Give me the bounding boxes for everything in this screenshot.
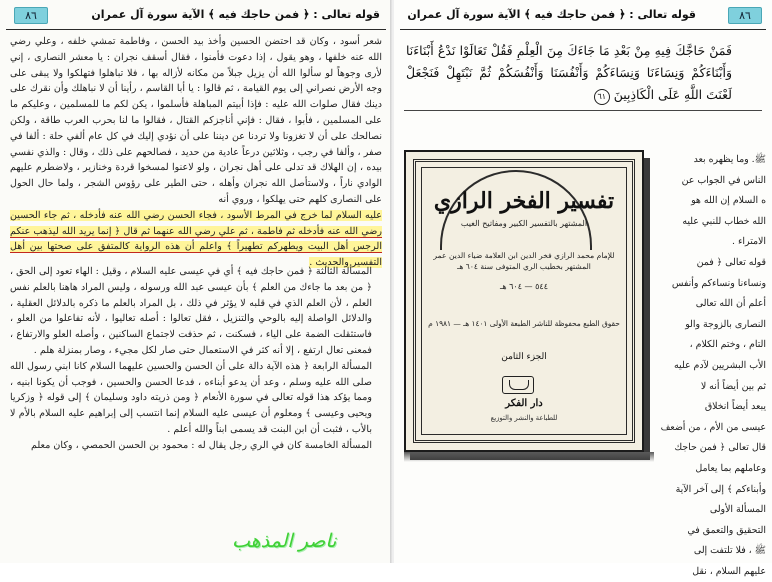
side-line: الله خطاب للنبي عليه — [682, 215, 766, 227]
cover-subtitle: المشتهر بالتفسير الكبير ومفاتيح الغيب — [460, 219, 588, 228]
quran-verse — [406, 40, 732, 106]
side-line: ونساءنا ونساءكم وأنفس — [671, 277, 766, 289]
side-line: عيسى من الأم ، من أضعف — [660, 421, 766, 433]
right-side-column — [648, 150, 766, 582]
side-line: ﷺ. وما يظهره بعد — [693, 154, 766, 165]
left-page — [0, 0, 392, 563]
highlighted-line: عليه السلام لما خرج في المرط الأسود ، فجاء الحسن رضي الله عنه فأدخله ، ثم جاء الحسين — [10, 209, 382, 221]
left-body-top — [10, 34, 382, 271]
ayah-number-icon: ٦١ — [594, 89, 610, 105]
side-line: النصارى بالزوجة والو — [685, 318, 766, 330]
quran-verse-text: فَمَنْ حَاجَّكَ فِيهِ مِنْ بَعْدِ مَا جَاءَكَ مِنَ الْعِلْمِ فَقُلْ تَعَالَوْا نَدْعُ أَبْنَاءَنَا وَأَبْنَاءَكُمْ وَنِسَاءَنَا وَنِسَاءَكُمْ وَأَنْفُسَنَا وَأَنْفُسَكُمْ ثُمَّ نَبْتَهِلْ فَنَجْعَلْ لَعْنَتَ اللَّهِ عَلَى الْكَاذِبِينَ — [406, 43, 732, 102]
side-line: ثم بين أيضاً أنه لا — [700, 380, 766, 392]
side-line: الأب البشريين لآدم عليه — [674, 359, 766, 371]
left-paragraph: المسألة الثالثة ﴿ فمن حاجك فيه ﴾ أي في عيسى عليه السلام ، وقيل : الهاء تعود إلى الحق ، ﴿ من بعد ما جاءك من العلم ﴾ بأن عيسى عبد الله ورسوله ، وليس المراد هاهنا بالعلم نفس العلم ، لأن العلم الذي في قلبه لا يؤثر في ذلك ، بل المراد بالعلم ما ذكره بالدلائل العقلية ، والدلائل الواصلة إليه بالوحي والتنزيل ، فقل تعالوا : أصله تعاليوا ، لأنه تفاعلوا من العلو ، فاستثقلت الضمة على الياء ، فسكنت ، ثم حذفت لاجتماع الساكنين ، وأصله العلو والارتفاع ، فمعنى تعال ارتفع ، إلا أنه كثر في الاستعمال حتى صار لكل مجيء ، وصار بمنزلة هلم . — [10, 266, 372, 356]
side-line: وأبناءكم ﴾ إلى آخر الآية — [675, 483, 766, 495]
side-line: عليهم السلام ، نقل — [692, 565, 766, 577]
side-line: التام ، وختم الكلام ، — [689, 339, 766, 351]
side-line: الامتراء . — [732, 236, 766, 248]
cover-publisher: دار الفكر — [505, 398, 543, 409]
side-line: قوله تعالى ﴿ فمن — [696, 256, 766, 268]
book-cover — [404, 150, 644, 452]
cover-author: للإمام محمد الرازي فخر الدين ابن العلامة ضياء الدين عمر المشتهر بخطيب الري المتوفى سنة ٦٠٤ هـ — [433, 251, 615, 271]
side-line: قال تعالى ﴿ فمن حاجك — [674, 442, 766, 454]
cover-title: تفسير الفخر الرازي — [433, 188, 615, 214]
cover-volume: الجزء الثامن — [501, 352, 547, 362]
cover-publisher-sub: للطباعة والنشر والتوزيع — [490, 414, 558, 422]
left-paragraph: شعر أسود ، وكان قد احتضن الحسين وأخذ بيد الحسن ، وفاطمة تمشي خلفه ، وعلي رضي الله عنه خلفها ، وهو يقول ، إذا دعوت فأمنوا ، فقال أسقف نجران : يا معشر النصارى ، إني لأرى وجوهاً لو سألوا الله أن يزيل جبلاً من مكانه لأزاله بها ، فلا تباهلوا فتهلكوا ولا يبقى على وجه الأرض نصراني إلى يوم القيامة ، ثم قالوا : يا أبا القاسم ، رأينا أن لا نباهلك وأن نقرك على دينك فقال صلوات الله عليه : فإذا أبيتم المباهلة فأسلموا ، يكن لكم ما للمسلمين ، وعليكم ما على المسلمين ، فأبوا ، فقال : فإني أناجزكم القتال ، فقالوا ما لنا بحرب العرب طاقة ، ولكن نصالحك على أن لا تغزونا ولا تردنا عن ديننا على أن نؤدي إليك في كل عام ألفي حلة : ألفا في صفر ، وألفا في رجب ، وثلاثين درعاً عادية من حديد ، فصالحهم على ذلك ، وقال : والذي نفسي بيده ، إن الهلاك قد تدلى على أهل نجران ، ولو لاعنوا لمسخوا قردة وخنازير ، ولاضطرم عليهم الوادي ناراً ، ولاستأصل الله نجران وأهله ، حتى الطير على رؤوس الشجر ، ولما حال الحول على النصارى كلهم حتى يهلكوا ، وروي أنه — [10, 36, 382, 205]
left-page-number: ٨٦ — [14, 7, 48, 24]
left-paragraph: المسألة الرابعة ﴿ هذه الآية دالة على أن الحسن والحسين عليهما السلام كانا ابني رسول الله صلى الله عليه وسلم ، وعد أن يدعو أبناءه ، فدعا الحسن والحسين ، فوجب أن يكونا ابنيه ، ومما يؤكد هذا قوله تعالى في سورة الأنعام ﴿ ومن ذريته داود وسليمان ﴾ إلى قوله ﴿ وزكريا ويحيى وعيسى ﴾ ومعلوم أن عيسى عليه السلام إنما انتسب إلى إبراهيم عليه السلام بالأم لا بالأب ، فثبت أن ابن البنت قد يسمى ابناً والله أعلم . — [10, 360, 372, 435]
side-line: ه السلام إن الله هو — [691, 195, 766, 207]
side-line: ﷺ ، فلا تلتفت إلى — [693, 545, 766, 557]
right-page-header — [400, 4, 766, 30]
side-line: التحقيق والتعمق في — [687, 524, 766, 536]
side-line: الناس في الجواب عن — [681, 174, 766, 186]
side-line: يبعد أيضاً انخلاق — [704, 401, 766, 413]
cover-rights: حقوق الطبع محفوظة للناشر الطبعة الأولى ١٤٠١ هـ — ١٩٨١ م — [428, 319, 620, 328]
publisher-logo-icon — [502, 376, 534, 394]
left-page-header — [6, 4, 386, 30]
cover-shadow — [404, 452, 654, 462]
divider — [404, 110, 762, 111]
side-line: أعلم أن الله تعالى — [695, 298, 766, 310]
signature-watermark: ناصر المذهب — [232, 530, 337, 552]
right-page-number: ٨٦ — [728, 7, 762, 24]
left-paragraph: المسألة الخامسة كان في الري رجل يقال له : محمود بن الحسن الحمصي ، وكان معلم — [31, 439, 372, 451]
left-page-header-title: قوله تعالى : ﴿ فمن حاجك فيه ﴾ الآية سورة آل عمران — [91, 8, 380, 21]
highlighted-line: الرجس أهل البيت ويطهركم تطهيراً ﴾ واعلم أن هذه الرواية كالمتفق على صحتها بين أهل — [10, 241, 382, 253]
highlighted-line: التفسير والحديث . — [309, 257, 382, 269]
side-line: وعاملهم بما يعامل — [695, 462, 766, 474]
side-line: المسألة الأولى — [709, 504, 766, 516]
cover-dates: ٥٤٤ — ٦٠٤ هـ — [500, 282, 548, 291]
highlighted-line: رضي الله عنه فأدخله ثم فاطمة ، ثم علي رضي الله عنهما ثم قال ﴿ إنما يريد الله ليذهب عنكم — [10, 225, 382, 237]
right-page-header-title: قوله تعالى : ﴿ فمن حاجك فيه ﴾ الآية سورة آل عمران — [407, 8, 696, 21]
left-body-bottom — [10, 264, 382, 454]
